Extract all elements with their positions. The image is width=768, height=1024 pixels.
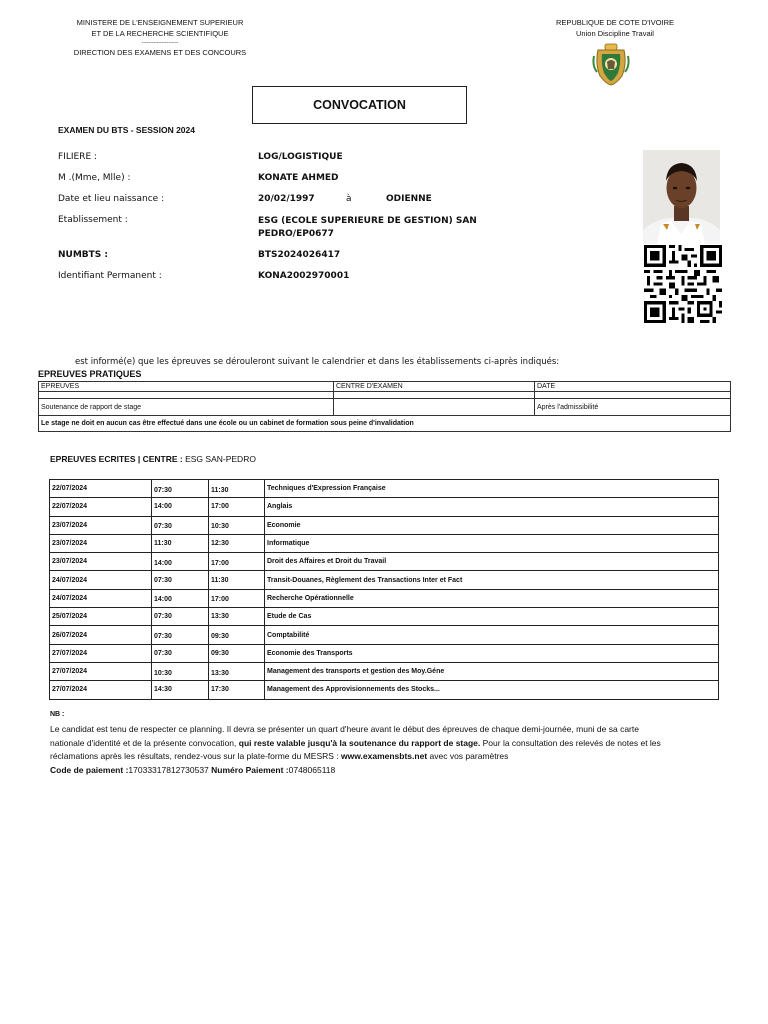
- exam-start: 11:30: [152, 534, 209, 552]
- exam-end: 12:30: [209, 534, 265, 552]
- etablissement-value: [258, 215, 477, 241]
- exam-end: 17:00: [209, 553, 265, 571]
- exam-end: 09:30: [209, 644, 265, 662]
- exam-end: 17:30: [209, 681, 265, 699]
- header-epreuves: EPREUVES: [39, 382, 334, 392]
- exam-end: 17:00: [209, 498, 265, 516]
- table-row: [50, 589, 719, 607]
- code-paiement-value: 17033317812730537: [128, 764, 209, 775]
- nb-text-1: Le candidat est tenu de respecter ce planning. Il devra se présenter un quart d'heure avant le début des épreuves de chaque demi-journée, muni de sa carte nationale d'identité et de la présente convocation,: [50, 724, 639, 748]
- numbts-label: NUMBTS :: [58, 250, 109, 260]
- exam-start: 07:30: [152, 516, 209, 534]
- code-paiement-label: Code de paiement :: [50, 764, 129, 775]
- exam-subject: Etude de Cas: [265, 608, 719, 626]
- pratiques-title: EPREUVES PRATIQUES: [38, 369, 142, 379]
- exam-date: 27/07/2024: [50, 662, 152, 680]
- exam-end: 13:30: [209, 608, 265, 626]
- etablissement-line-1: ESG (ECOLE SUPERIEURE DE GESTION) SAN: [258, 216, 477, 226]
- direction-line: DIRECTION DES EXAMENS ET DES CONCOURS: [73, 48, 247, 57]
- coat-of-arms-icon: [592, 42, 630, 86]
- empty-cell: [535, 392, 731, 399]
- birth-separator: à: [346, 194, 352, 204]
- exam-subject: Economie des Transports: [265, 644, 719, 662]
- exam-subject: Comptabilité: [265, 626, 719, 644]
- ecrites-table: [49, 479, 719, 700]
- ministry-separator: ----------------------: [141, 40, 179, 46]
- exam-subject: Anglais: [265, 498, 719, 516]
- exam-subject: Recherche Opérationnelle: [265, 589, 719, 607]
- table-row: [50, 480, 719, 498]
- exam-date: 24/07/2024: [50, 589, 152, 607]
- empty-cell: [334, 392, 535, 399]
- birth-place: ODIENNE: [386, 194, 432, 204]
- table-row: [50, 498, 719, 516]
- table-row: [50, 516, 719, 534]
- empty-cell: [39, 392, 334, 399]
- exam-date: 23/07/2024: [50, 516, 152, 534]
- exam-start: 07:30: [152, 626, 209, 644]
- pratique-centre: [334, 399, 535, 416]
- exam-end: 09:30: [209, 626, 265, 644]
- exam-date: 27/07/2024: [50, 681, 152, 699]
- exam-start: 10:30: [152, 662, 209, 680]
- filiere-value: LOG/LOGISTIQUE: [258, 152, 343, 162]
- candidate-photo: [643, 150, 720, 244]
- exam-subject: Techniques d'Expression Française: [265, 480, 719, 498]
- table-row: [50, 626, 719, 644]
- nb-paragraph: [50, 723, 670, 777]
- table-row: [50, 608, 719, 626]
- pratique-epreuve: Soutenance de rapport de stage: [39, 399, 334, 416]
- exam-start: 14:00: [152, 498, 209, 516]
- header-centre: CENTRE D'EXAMEN: [334, 382, 535, 392]
- pratiques-table: [38, 381, 731, 432]
- identifiant-value: KONA2002970001: [258, 271, 350, 281]
- numero-paiement-value: 0748065118: [288, 764, 336, 775]
- exam-start: 07:30: [152, 480, 209, 498]
- republic-line: REPUBLIQUE DE COTE D'IVOIRE: [555, 18, 675, 27]
- nb-text-2: Pour la consultation des relevés de notes et les réclamations après les résultats, rendez-vous sur la plate-forme du MESRS :: [50, 737, 661, 761]
- website-link[interactable]: www.examensbts.net: [341, 751, 428, 761]
- exam-end: 11:30: [209, 480, 265, 498]
- exam-session: EXAMEN DU BTS - SESSION 2024: [58, 125, 195, 135]
- filiere-label: FILIERE :: [58, 152, 98, 162]
- exam-subject: Droit des Affaires et Droit du Travail: [265, 553, 719, 571]
- exam-start: 14:00: [152, 553, 209, 571]
- exam-end: 11:30: [209, 571, 265, 589]
- exam-start: 14:00: [152, 589, 209, 607]
- exam-subject: Informatique: [265, 534, 719, 552]
- table-row: [50, 644, 719, 662]
- exam-start: 07:30: [152, 608, 209, 626]
- ecrites-title: [50, 454, 256, 464]
- exam-date: 23/07/2024: [50, 553, 152, 571]
- exam-date: 23/07/2024: [50, 534, 152, 552]
- name-label: M .(Mme, Mlle) :: [58, 173, 131, 183]
- exam-end: 10:30: [209, 516, 265, 534]
- table-row: [50, 662, 719, 680]
- exam-date: 25/07/2024: [50, 608, 152, 626]
- exam-date: 24/07/2024: [50, 571, 152, 589]
- exam-date: 26/07/2024: [50, 626, 152, 644]
- exam-start: 07:30: [152, 571, 209, 589]
- name-value: KONATE AHMED: [258, 173, 339, 183]
- ministry-line-1: MINISTERE DE L'ENSEIGNEMENT SUPERIEUR: [76, 18, 244, 27]
- birth-date: 20/02/1997: [258, 194, 315, 204]
- table-row: [50, 681, 719, 699]
- page-title: CONVOCATION: [252, 86, 467, 124]
- nb-label: NB :: [50, 711, 65, 718]
- exam-end: 17:00: [209, 589, 265, 607]
- table-row: [50, 571, 719, 589]
- numero-paiement-label: Numéro Paiement :: [208, 764, 289, 775]
- table-row: [39, 399, 731, 416]
- exam-date: 27/07/2024: [50, 644, 152, 662]
- table-row: [39, 382, 731, 392]
- table-row: [39, 416, 731, 432]
- exam-subject: Management des Approvisionnements des Stocks...: [265, 681, 719, 699]
- identifiant-label: Identifiant Permanent :: [58, 271, 162, 281]
- qr-code-icon: [643, 245, 723, 323]
- exam-subject: Transit-Douanes, Règlement des Transactions Inter et Fact: [265, 571, 719, 589]
- exam-end: 13:30: [209, 662, 265, 680]
- exam-subject: Economie: [265, 516, 719, 534]
- exam-start: 07:30: [152, 644, 209, 662]
- motto-line: Union Discipline Travail: [576, 29, 654, 38]
- birth-label: Date et lieu naissance :: [58, 194, 165, 204]
- table-row: [50, 534, 719, 552]
- etablissement-label: Etablissement :: [58, 215, 128, 225]
- exam-subject: Management des transports et gestion des Moy.Géne: [265, 662, 719, 680]
- ministry-header: [60, 17, 260, 58]
- exam-date: 22/07/2024: [50, 498, 152, 516]
- table-row: [39, 392, 731, 399]
- table-row: [50, 553, 719, 571]
- nb-text-3: avec vos paramètres: [427, 751, 509, 761]
- header-date: DATE: [535, 382, 731, 392]
- pratique-date: Après l'admissibilité: [535, 399, 731, 416]
- etablissement-line-2: PEDRO/EP0677: [258, 229, 334, 239]
- exam-date: 22/07/2024: [50, 480, 152, 498]
- ecrites-centre: ESG SAN-PEDRO: [182, 454, 256, 464]
- numbts-value: BTS2024026417: [258, 250, 341, 260]
- exam-start: 14:30: [152, 681, 209, 699]
- republic-header: [540, 17, 690, 39]
- ecrites-title-label: EPREUVES ECRITES | CENTRE :: [50, 454, 183, 464]
- ministry-line-2: ET DE LA RECHERCHE SCIENTIFIQUE: [91, 29, 229, 38]
- nb-bold-1: qui reste valable jusqu'à la soutenance du rapport de stage.: [238, 737, 481, 748]
- stage-note: Le stage ne doit en aucun cas être effectué dans une école ou un cabinet de formation sous peine d'invalidation: [39, 416, 731, 432]
- info-sentence: est informé(e) que les épreuves se dérouleront suivant le calendrier et dans les établissements ci-après indiqués:: [75, 357, 560, 367]
